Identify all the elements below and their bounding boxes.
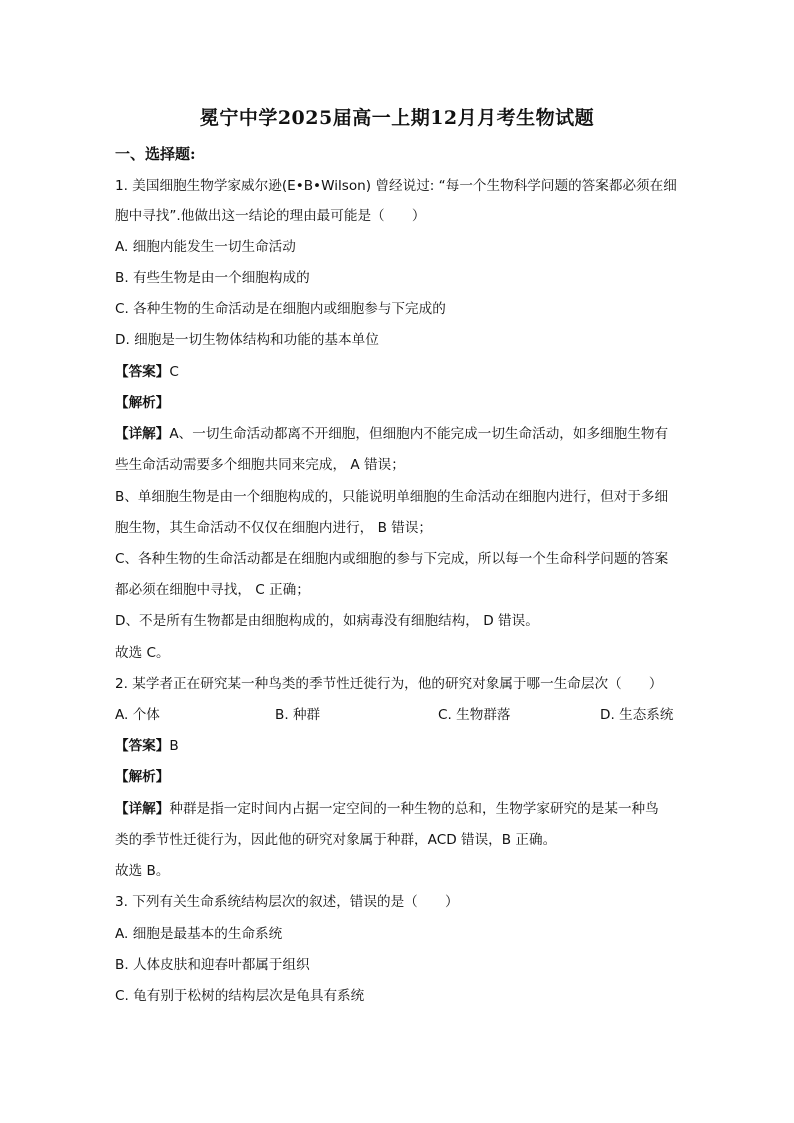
q1-option-a: A. 细胞内能发生一切生命活动 [115, 239, 296, 255]
answer-label: 【答案】 [115, 364, 170, 380]
q2-option-c: C. 生物群落 [438, 707, 511, 723]
q1-detail-line5: C、各种生物的生命活动都是在细胞内或细胞的参与下完成，所以每一个生命科学问题的答案 [115, 551, 669, 567]
q2-answer [115, 736, 685, 756]
q1-detail-line4: 胞生物，其生命活动不仅仅在细胞内进行， B 错误； [115, 520, 433, 536]
q2-detail-line2: 类的季节性迁徙行为，因此他的研究对象属于种群，ACD 错误，B 正确。 [115, 832, 557, 848]
q3-option-a: A. 细胞是最基本的生命系统 [115, 926, 283, 942]
q1-detail-line6: 都必须在细胞中寻找， C 正确； [115, 582, 310, 598]
q1-detail-line2: 些生命活动需要多个细胞共同来完成， A 错误； [115, 457, 405, 473]
q2-option-a: A. 个体 [115, 707, 160, 723]
detail-text: 种群是指一定时间内占据一定空间的一种生物的总和，生物学家研究的是某一种鸟 [169, 801, 659, 817]
q1-detail-line1 [115, 424, 685, 444]
q1-answer [115, 362, 685, 382]
q1-option-b: B. 有些生物是由一个细胞构成的 [115, 270, 310, 286]
page-title: 冕宁中学2025届高一上期12月月考生物试题 [199, 107, 595, 129]
q2-option-d: D. 生态系统 [600, 707, 674, 723]
q1-conclusion: 故选 C。 [115, 645, 170, 661]
q3-option-b: B. 人体皮肤和迎春叶都属于组织 [115, 957, 310, 973]
q1-stem-line1: 1. 美国细胞生物学家威尔逊(E•B•Wilson) 曾经说过: “每一个生物科学问题的答案都必须在细 [115, 178, 677, 194]
answer-value: C [169, 364, 179, 380]
q1-detail-line7: D、不是所有生物都是由细胞构成的，如病毒没有细胞结构， D 错误。 [115, 613, 539, 629]
detail-label: 【详解】 [115, 426, 170, 442]
q2-conclusion: 故选 B。 [115, 863, 170, 879]
section-heading: 一、选择题: [115, 145, 196, 163]
q1-analysis-label: 【解析】 [115, 395, 170, 411]
q3-option-c: C. 龟有别于松树的结构层次是龟具有系统 [115, 988, 365, 1004]
q3-stem: 3. 下列有关生命系统结构层次的叙述，错误的是（ ） [115, 894, 459, 910]
answer-value: B [169, 738, 179, 754]
q2-option-b: B. 种群 [275, 707, 321, 723]
q1-option-c: C. 各种生物的生命活动是在细胞内或细胞参与下完成的 [115, 301, 446, 317]
q2-stem: 2. 某学者正在研究某一种鸟类的季节性迁徙行为，他的研究对象属于哪一生命层次（ ） [115, 676, 663, 692]
q2-detail-line1 [115, 799, 685, 819]
detail-label: 【详解】 [115, 801, 170, 817]
q1-stem-line2: 胞中寻找”.他做出这一结论的理由最可能是（ ） [115, 208, 426, 224]
q2-analysis-label: 【解析】 [115, 769, 170, 785]
q1-detail-line3: B、单细胞生物是由一个细胞构成的，只能说明单细胞的生命活动在细胞内进行，但对于多细 [115, 489, 669, 505]
q1-option-d: D. 细胞是一切生物体结构和功能的基本单位 [115, 332, 379, 348]
answer-label: 【答案】 [115, 738, 170, 754]
detail-text: A、一切生命活动都离不开细胞，但细胞内不能完成一切生命活动，如多细胞生物有 [169, 426, 669, 442]
